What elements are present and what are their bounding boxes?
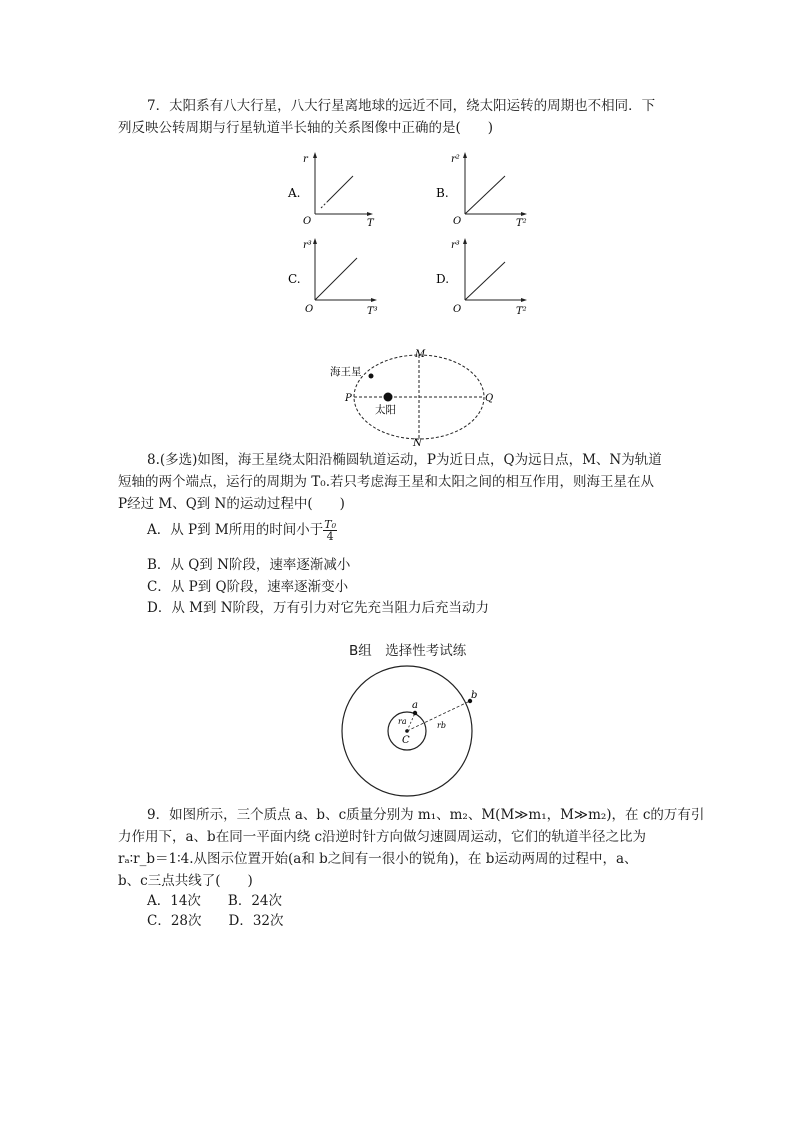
graph-b — [433, 150, 533, 232]
q8-option-c: C．从 P到 Q阶段，速率逐渐变小 — [147, 579, 349, 595]
group-b-title: B组 选择性考试练 — [349, 643, 467, 659]
fraction-numerator: T₀ — [324, 518, 336, 531]
label-a: a — [412, 700, 418, 711]
point-p-label: P — [345, 393, 352, 404]
q8-line3: P经过 M、Q到 N的运动过程中( ) — [118, 496, 345, 512]
label-b: b — [471, 690, 478, 701]
q7-line1: 7．太阳系有八大行星，八大行星离地球的远近不同，绕太阳运转的周期也不相同．下 — [147, 98, 656, 114]
graph-c-xlabel: T³ — [367, 306, 378, 317]
graph-a-xlabel: T — [367, 218, 374, 229]
graph-a-origin: O — [303, 216, 312, 227]
sun-dot — [384, 393, 393, 402]
label-c: C — [402, 735, 410, 746]
graph-a-label: A. — [288, 186, 301, 200]
sun-label: 太阳 — [375, 404, 396, 416]
q8-option-d: D．从 M到 N阶段，万有引力对它先充当阻力后充当动力 — [147, 600, 490, 616]
q8-line2: 短轴的两个端点，运行的周期为 T₀.若只考虑海王星和太阳之间的相互作用，则海王星在从 — [118, 474, 654, 490]
label-ra: ra — [398, 717, 407, 726]
q9-line3: rₐ∶r_b＝1∶4.从图示位置开始(a和 b之间有一很小的锐角)，在 b运动两周的过程中，a、 — [118, 851, 638, 867]
point-m-label: M — [415, 349, 426, 360]
graph-c — [285, 236, 385, 318]
q8-option-b: B．从 Q到 N阶段，速率逐渐减小 — [147, 557, 351, 573]
q9-options-ab: A．14次 B．24次 — [147, 893, 283, 909]
graph-a-ylabel: r — [303, 154, 308, 165]
q9-line4: b、c三点共线了( ) — [118, 873, 253, 889]
graph-d-xlabel: T² — [516, 306, 527, 317]
neptune-dot — [369, 374, 374, 379]
graph-b-ylabel: r² — [451, 154, 460, 165]
graph-a — [285, 150, 374, 230]
graph-d-label: D. — [436, 272, 450, 286]
graph-d-origin: O — [453, 304, 462, 315]
q9-line1: 9．如图所示，三个质点 a、b、c质量分别为 m₁、m₂、M(M≫m₁，M≫m₂)，在 c的万有引 — [147, 807, 705, 823]
q7-line2: 列反映公转周期与行星轨道半长轴的关系图像中正确的是( ) — [118, 120, 494, 136]
graph-d — [433, 236, 533, 318]
q8-option-a-text: A．从 P到 M所用的时间小于 — [147, 522, 324, 538]
graph-b-xlabel: T² — [516, 218, 527, 229]
graph-c-ylabel: r³ — [303, 240, 312, 251]
point-q-label: Q — [485, 393, 494, 404]
graph-b-label: B. — [436, 186, 449, 200]
graph-d-ylabel: r³ — [451, 240, 460, 251]
fraction-denominator: 4 — [326, 530, 334, 543]
q8-line1: 8.(多选)如图，海王星绕太阳沿椭圆轨道运动，P为近日点，Q为远日点，M、N为轨道 — [147, 452, 662, 468]
q8-option-a — [147, 519, 337, 542]
q9-line2: 力作用下，a、b在同一平面内绕 c沿逆时针方向做匀速圆周运动，它们的轨道半径之比为 — [118, 829, 647, 845]
concentric-orbits-figure — [340, 664, 480, 798]
fraction-t0-over-4 — [323, 519, 337, 542]
label-rb: rb — [437, 721, 446, 730]
q9-options-cd: C．28次 D．32次 — [147, 913, 284, 929]
neptune-orbit-figure — [325, 346, 500, 449]
graph-b-origin: O — [453, 216, 462, 227]
graph-c-origin: O — [305, 304, 314, 315]
neptune-label: 海王星 — [330, 366, 362, 378]
graph-c-label: C. — [288, 272, 301, 286]
point-n-label: N — [413, 438, 422, 449]
